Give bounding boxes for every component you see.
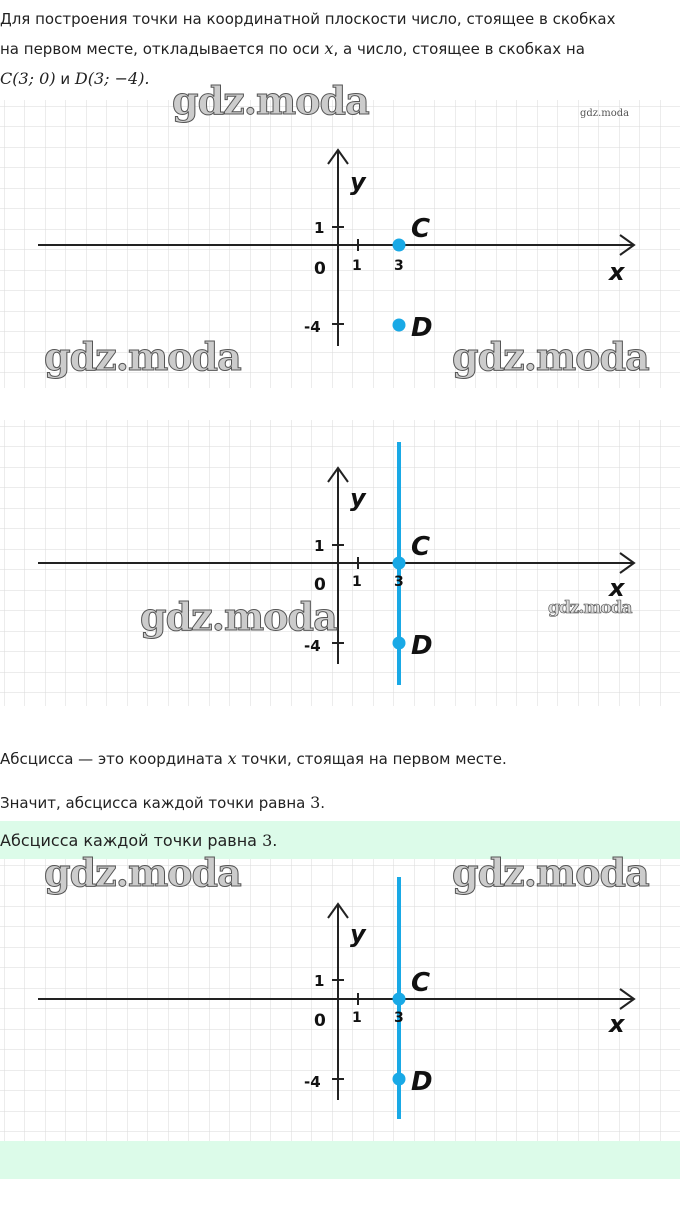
origin-label: 0 bbox=[314, 259, 326, 279]
var-x: x bbox=[227, 749, 237, 768]
origin-label: 0 bbox=[314, 1011, 326, 1031]
point-d bbox=[393, 637, 406, 650]
point-c-label: C bbox=[411, 968, 431, 998]
tick-x3-label: 3 bbox=[394, 574, 404, 590]
var-x: x bbox=[324, 39, 334, 58]
intro-line-1: Для построения точки на координатной плоскости число, стоящее в скобках bbox=[0, 10, 616, 28]
point-c-coords: C(3; 0) bbox=[0, 69, 56, 88]
figure-vertical-line bbox=[0, 420, 680, 706]
watermark-logo: gdz.moda bbox=[44, 850, 241, 895]
y-axis-label: y bbox=[350, 920, 366, 948]
watermark-logo: gdz.moda bbox=[580, 108, 630, 119]
watermark-logo: gdz.moda bbox=[140, 594, 337, 639]
x-axis-label: x bbox=[609, 258, 625, 286]
point-c-label: C bbox=[411, 214, 431, 244]
point-c bbox=[393, 239, 406, 252]
point-d bbox=[393, 319, 406, 332]
watermark-logo: gdz.moda bbox=[452, 334, 649, 379]
point-d-coords: D(3; −4). bbox=[74, 69, 150, 88]
tick-y-neg4-label: -4 bbox=[304, 637, 321, 655]
origin-label: 0 bbox=[314, 575, 326, 595]
point-d-label: D bbox=[411, 631, 433, 661]
value-3: 3 bbox=[310, 793, 321, 812]
tick-x1-label: 1 bbox=[352, 574, 362, 590]
point-c bbox=[393, 993, 406, 1006]
tick-x1-label: 1 bbox=[352, 258, 362, 274]
tick-x1-label: 1 bbox=[352, 1010, 362, 1026]
abscissa-conclusion: Значит, абсцисса каждой точки равна 3. bbox=[0, 793, 326, 812]
tick-y1-label: 1 bbox=[314, 972, 325, 990]
y-axis-label: y bbox=[350, 168, 366, 196]
answer-text: Абсцисса каждой точки равна 3. bbox=[0, 831, 278, 850]
watermark-logo: gdz.moda bbox=[548, 598, 632, 618]
coordinate-plane-3 bbox=[0, 859, 680, 1141]
tick-x3-label: 3 bbox=[394, 1010, 404, 1026]
x-axis-label: x bbox=[609, 1010, 625, 1038]
intro-line-2: на первом месте, откладывается по оси x, а число, стоящее в скобках на bbox=[0, 39, 585, 58]
y-axis-label: y bbox=[350, 484, 366, 512]
point-c bbox=[393, 557, 406, 570]
point-d bbox=[393, 1073, 406, 1086]
point-d-label: D bbox=[411, 313, 433, 343]
watermark-logo: gdz.moda bbox=[452, 850, 649, 895]
intro-line-3: C(3; 0) и D(3; −4). bbox=[0, 69, 150, 88]
watermark-logo: gdz.moda bbox=[172, 78, 369, 123]
point-c-label: C bbox=[411, 532, 431, 562]
coordinate-plane-2 bbox=[0, 420, 680, 706]
point-d-label: D bbox=[411, 1067, 433, 1097]
watermark-logo: gdz.moda bbox=[44, 334, 241, 379]
abscissa-definition: Абсцисса — это координата x точки, стоящая на первом месте. bbox=[0, 749, 507, 768]
tick-y1-label: 1 bbox=[314, 537, 325, 555]
tick-y1-label: 1 bbox=[314, 219, 325, 237]
tick-y-neg4-label: -4 bbox=[304, 318, 321, 336]
x-axis-label: x bbox=[609, 574, 625, 602]
answer-value: 3 bbox=[262, 831, 273, 850]
tick-x3-label: 3 bbox=[394, 258, 404, 274]
tick-y-neg4-label: -4 bbox=[304, 1073, 321, 1091]
